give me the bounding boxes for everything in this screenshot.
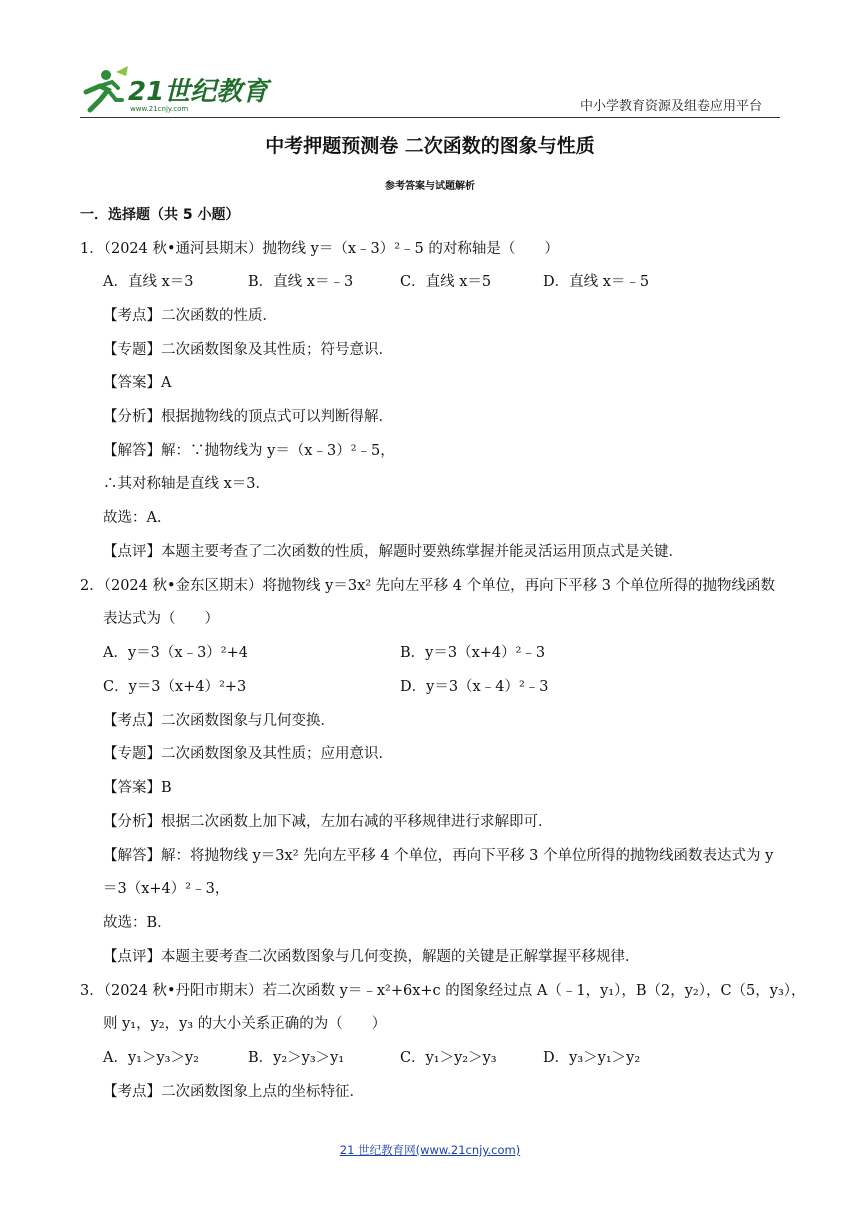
q1-knowledge-point: 【考点】二次函数的性质． (103, 308, 277, 324)
q1-option-b: B．直线 x＝﹣3 (248, 274, 354, 290)
q2-comment: 【点评】本题主要考查二次函数图象与几何变换，解题的关键是正解掌握平移规律． (103, 949, 640, 965)
q1-option-a: A．直线 x＝3 (103, 274, 194, 290)
q1-choice: 故选：A． (103, 510, 172, 526)
q1-option-d: D．直线 x＝﹣5 (543, 274, 650, 290)
logo (78, 66, 269, 114)
q2-option-b: B．y＝3（x+4）²﹣3 (400, 645, 546, 661)
footer-link[interactable]: 21 世纪教育网(www.21cnjy.com) (339, 1143, 521, 1157)
q1-option-c: C．直线 x＝5 (400, 274, 492, 290)
q2-knowledge-point: 【考点】二次函数图象与几何变换． (103, 713, 335, 729)
page-subtitle: 参考答案与试题解析 (385, 181, 475, 192)
q1-analysis: 【分析】根据抛物线的顶点式可以判断得解． (103, 409, 393, 425)
q2-option-a: A．y＝3（x﹣3）²+4 (103, 645, 248, 661)
q2-solution: 【解答】解：将抛物线 y＝3x² 先向左平移 4 个单位，再向下平移 3 个单位所得的抛物线函数表达式为 y (103, 848, 774, 864)
q2-answer: 【答案】B (103, 780, 172, 796)
section-heading: 一．选择题（共 5 小题） (80, 207, 240, 223)
q1-topic: 【专题】二次函数图象及其性质；符号意识． (103, 342, 393, 358)
question-3-stem-line-2: 则 y₁，y₂，y₃ 的大小关系正确的为（ ） (103, 1016, 387, 1032)
q2-solution-line-2: ＝3（x+4）²﹣3， (103, 881, 230, 897)
question-3-stem: 3．（2024 秋•丹阳市期末）若二次函数 y＝﹣x²+6x+c 的图象经过点 A（﹣1，y₁），B（2，y₂），C（5，y₃）， (80, 983, 806, 999)
q2-analysis: 【分析】根据二次函数上加下减，左加右减的平移规律进行求解即可． (103, 814, 553, 830)
q1-comment: 【点评】本题主要考查了二次函数的性质，解题时要熟练掌握并能灵活运用顶点式是关键． (103, 544, 683, 560)
page-title: 中考押题预测卷 二次函数的图象与性质 (265, 135, 595, 157)
q2-choice: 故选：B． (103, 915, 172, 931)
q3-option-d: D．y₃＞y₁＞y₂ (543, 1050, 641, 1066)
question-2-stem: 2．（2024 秋•金东区期末）将抛物线 y＝3x² 先向左平移 4 个单位，再向下平移 3 个单位所得的抛物线函数 (80, 578, 776, 594)
q3-option-c: C．y₁＞y₂＞y₃ (400, 1050, 497, 1066)
q3-option-a: A．y₁＞y₃＞y₂ (103, 1050, 199, 1066)
q1-solution-line-2: ∴其对称轴是直线 x＝3． (103, 476, 271, 492)
q3-knowledge-point: 【考点】二次函数图象上点的坐标特征． (103, 1084, 364, 1100)
platform-name: 中小学教育资源及组卷应用平台 (580, 99, 763, 114)
q2-option-d: D．y＝3（x﹣4）²﹣3 (400, 679, 549, 695)
q3-option-b: B．y₂＞y₃＞y₁ (248, 1050, 345, 1066)
q2-option-c: C．y＝3（x+4）²+3 (103, 679, 247, 695)
svg-text:21世纪教育: 21世纪教育 (128, 77, 269, 107)
question-1-stem: 1．（2024 秋•通河县期末）抛物线 y＝（x﹣3）²﹣5 的对称轴是（ ） (80, 241, 559, 257)
q2-topic: 【专题】二次函数图象及其性质；应用意识． (103, 746, 393, 762)
q1-solution: 【解答】解：∵抛物线为 y＝（x﹣3）²﹣5， (103, 443, 395, 459)
question-2-stem-line-2: 表达式为（ ） (103, 611, 219, 627)
q1-answer: 【答案】A (103, 375, 172, 391)
svg-text:www.21cnjy.com: www.21cnjy.com (130, 105, 189, 113)
runner-logo-icon (78, 66, 269, 114)
header-divider (80, 117, 780, 118)
